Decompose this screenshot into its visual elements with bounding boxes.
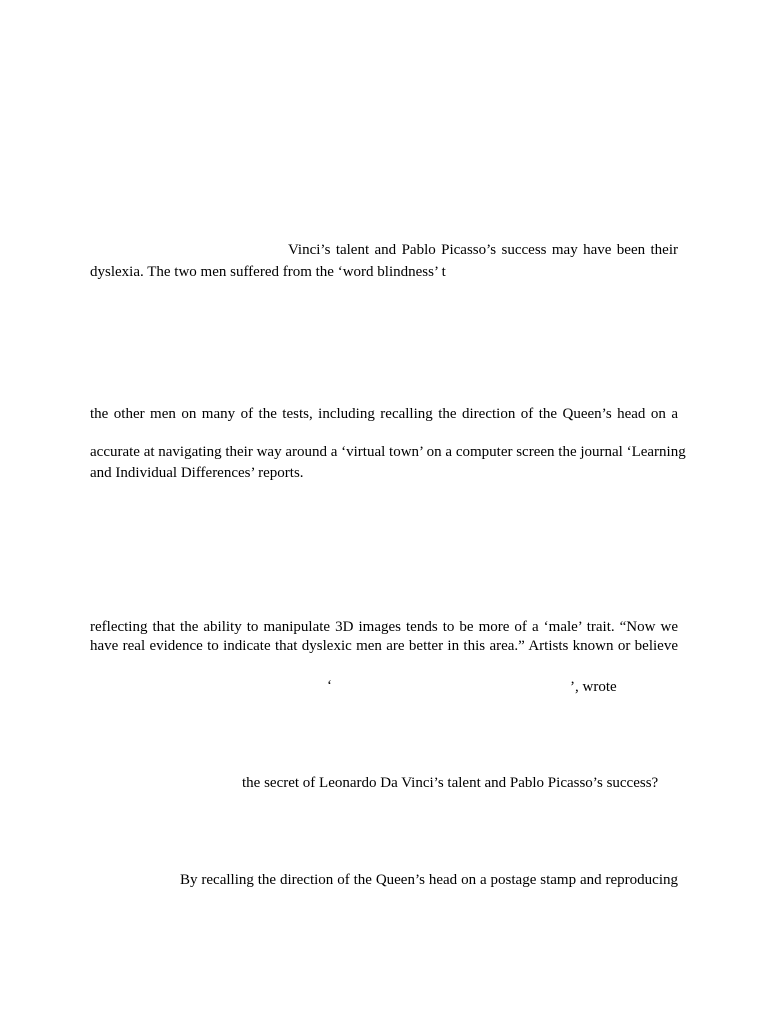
- text-line-2: dyslexia. The two men suffered from the ‘word blindness’ t: [90, 264, 446, 280]
- text-line-6: reflecting that the ability to manipulate 3D images tends to be more of a ‘male’ trait. “Now we: [90, 619, 678, 635]
- text-line-5: and Individual Differences’ reports.: [90, 465, 304, 481]
- question-line: the secret of Leonardo Da Vinci’s talent and Pablo Picasso’s success?: [242, 775, 659, 791]
- wrote-attribution: ’, wrote: [570, 679, 617, 695]
- text-line-7: have real evidence to indicate that dyslexic men are better in this area.” Artists known or believe: [90, 638, 678, 654]
- text-line-1: Vinci’s talent and Pablo Picasso’s success may have been their: [288, 242, 678, 258]
- text-line-11: By recalling the direction of the Queen’s head on a postage stamp and reproducing: [180, 872, 678, 888]
- open-quote-mark: ‘: [327, 678, 332, 694]
- text-line-4: accurate at navigating their way around a ‘virtual town’ on a computer screen the journal ‘Learning: [90, 444, 686, 460]
- text-line-3: the other men on many of the tests, including recalling the direction of the Queen’s head on a: [90, 406, 678, 422]
